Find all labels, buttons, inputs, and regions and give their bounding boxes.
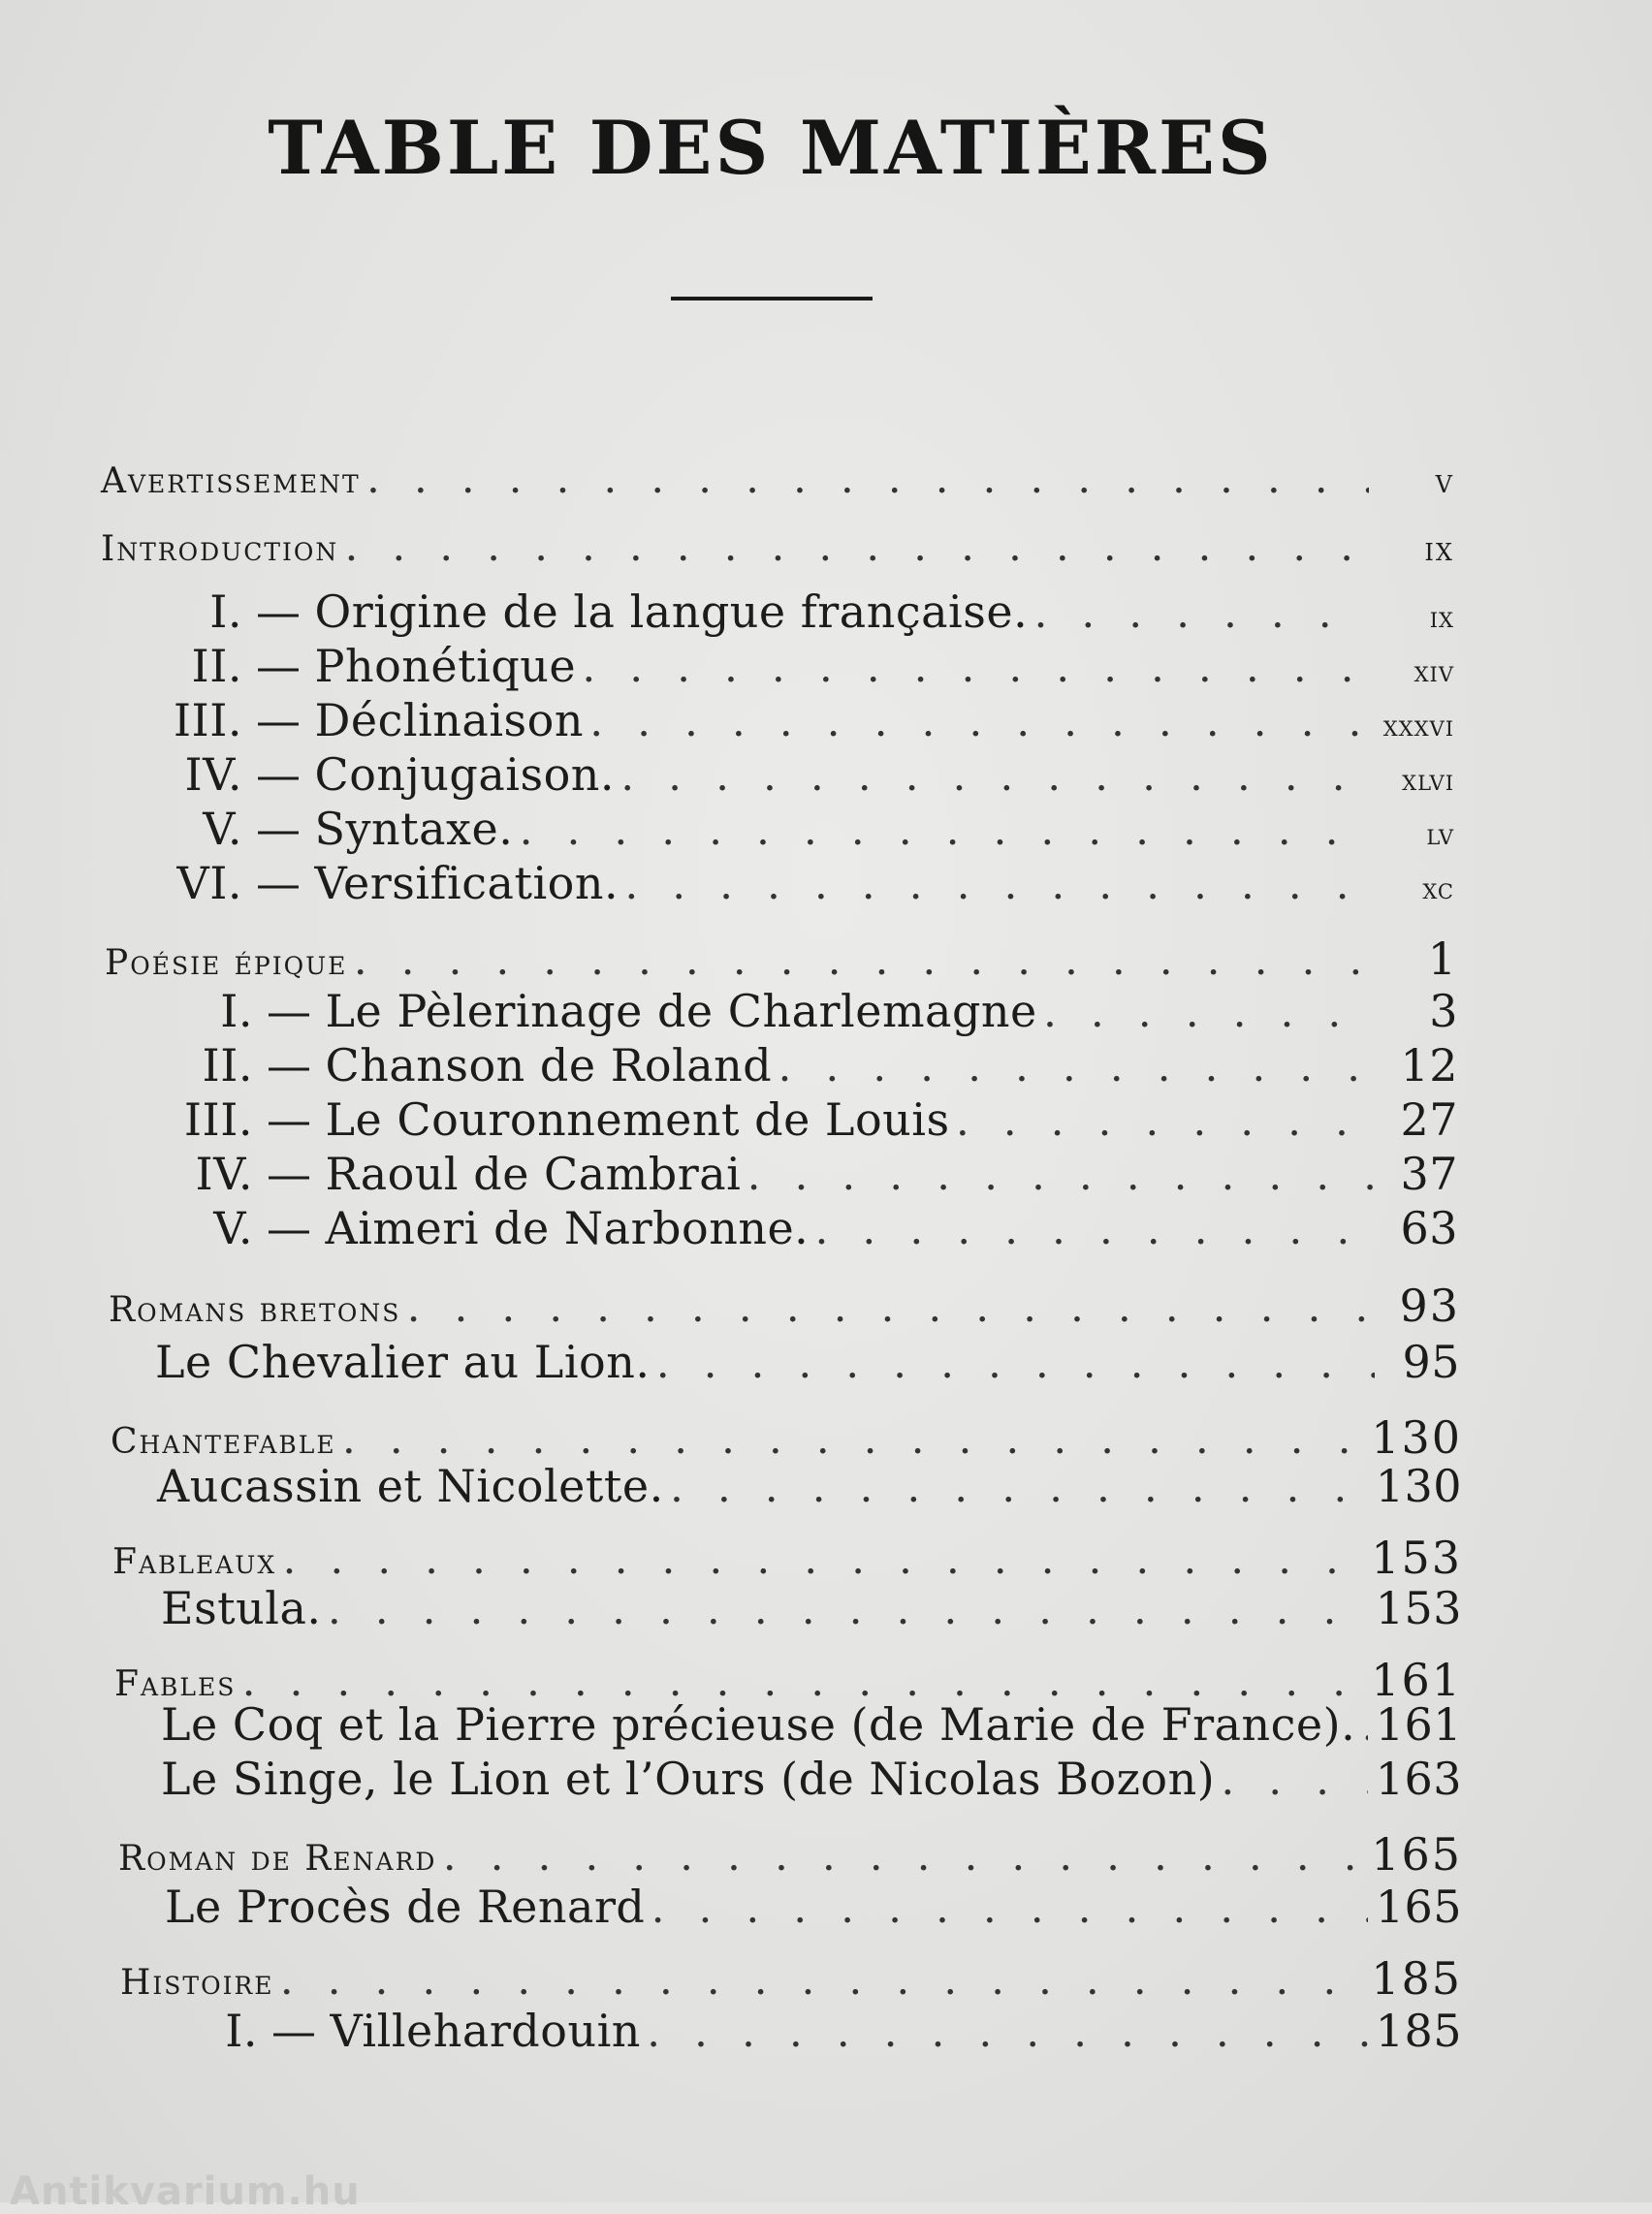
entry-label: Conjugaison. bbox=[314, 748, 616, 801]
toc-entry[interactable] bbox=[155, 1336, 1460, 1388]
page-number: ix bbox=[1424, 530, 1454, 569]
toc-entry[interactable] bbox=[165, 694, 1454, 746]
em-dash: — bbox=[267, 1148, 312, 1200]
section-title bbox=[101, 529, 338, 569]
em-dash: — bbox=[271, 2005, 317, 2057]
entry-label: Le Procès de Renard bbox=[165, 1881, 646, 1933]
section-label: Introduction bbox=[101, 529, 339, 569]
toc-entry[interactable] bbox=[184, 585, 1454, 638]
page-number: 185 bbox=[1375, 2005, 1462, 2057]
entry-label: Raoul de Cambrai bbox=[325, 1148, 742, 1200]
entry-title bbox=[184, 640, 576, 692]
dot-leader bbox=[958, 1109, 1373, 1143]
entry-title bbox=[165, 694, 584, 746]
chapter-number: II. bbox=[191, 640, 242, 692]
chapter-number: I. bbox=[220, 985, 253, 1037]
entry-title bbox=[175, 857, 619, 909]
page-title: TABLE DES MATIÈRES bbox=[268, 105, 1274, 191]
page-number: 153 bbox=[1371, 1532, 1462, 1584]
entry-title bbox=[155, 1336, 650, 1388]
entry-title bbox=[175, 748, 615, 801]
dot-leader bbox=[1035, 601, 1369, 635]
entry-label: Le Pèlerinage de Charlemagne bbox=[325, 985, 1037, 1037]
dot-leader bbox=[816, 1218, 1373, 1251]
toc-entry[interactable] bbox=[165, 1881, 1462, 1933]
entry-title bbox=[194, 803, 513, 855]
chapter-number: III. bbox=[173, 694, 242, 746]
entry-title bbox=[161, 1698, 1355, 1751]
dot-leader bbox=[672, 1475, 1368, 1509]
em-dash: — bbox=[267, 1039, 312, 1091]
entry-label: Le Coq et la Pierre précieuse (de Marie de France). bbox=[161, 1698, 1356, 1751]
dot-leader bbox=[1363, 1714, 1367, 1748]
entry-label: Estula. bbox=[161, 1582, 322, 1634]
page-number: 95 bbox=[1402, 1336, 1460, 1388]
dot-leader bbox=[368, 466, 1369, 500]
page-number: 93 bbox=[1399, 1280, 1460, 1332]
entry-label: Syntaxe. bbox=[314, 803, 514, 855]
em-dash: — bbox=[256, 857, 302, 909]
dot-leader bbox=[591, 710, 1369, 743]
section-label: Roman de Renard bbox=[118, 1839, 437, 1879]
toc-section[interactable] bbox=[112, 1532, 1462, 1584]
dot-leader bbox=[355, 948, 1373, 982]
page-number: 153 bbox=[1375, 1582, 1462, 1634]
page-number: v bbox=[1435, 462, 1454, 501]
dot-leader bbox=[346, 534, 1369, 568]
page-number: 165 bbox=[1371, 1828, 1462, 1881]
page-number: 27 bbox=[1400, 1093, 1458, 1146]
entry-title bbox=[161, 1582, 322, 1634]
entry-label: Déclinaison bbox=[314, 694, 584, 746]
entry-title bbox=[184, 585, 1028, 638]
entry-label: Chanson de Roland bbox=[325, 1039, 773, 1091]
em-dash: — bbox=[267, 1093, 312, 1146]
em-dash: — bbox=[256, 694, 302, 746]
dot-leader bbox=[584, 655, 1369, 689]
toc-section[interactable] bbox=[105, 933, 1458, 985]
dot-leader bbox=[330, 1597, 1368, 1631]
dot-leader bbox=[748, 1163, 1373, 1197]
entry-title bbox=[202, 1202, 809, 1254]
page-number: lv bbox=[1426, 818, 1454, 852]
section-title bbox=[109, 1290, 400, 1330]
page-number: 161 bbox=[1371, 1654, 1462, 1706]
entry-title bbox=[180, 1093, 950, 1146]
chapter-number: IV. bbox=[184, 748, 242, 801]
em-dash: — bbox=[256, 585, 302, 638]
em-dash: — bbox=[267, 1202, 312, 1254]
dot-leader bbox=[622, 764, 1369, 798]
toc-entry[interactable] bbox=[184, 640, 1454, 692]
entry-label: Origine de la langue française. bbox=[314, 585, 1029, 638]
page-number: 1 bbox=[1427, 933, 1458, 985]
chapter-number: V. bbox=[213, 1202, 253, 1254]
page-number: 3 bbox=[1429, 985, 1458, 1037]
em-dash: — bbox=[267, 985, 312, 1037]
em-dash: — bbox=[256, 640, 302, 692]
dot-leader bbox=[1223, 1768, 1368, 1802]
toc-entry[interactable] bbox=[194, 803, 1454, 855]
toc-entry[interactable] bbox=[199, 985, 1458, 1037]
page-number: xlvi bbox=[1402, 764, 1454, 798]
dot-leader bbox=[657, 1351, 1375, 1385]
dot-leader bbox=[652, 1896, 1367, 1930]
section-label: Fableaux bbox=[112, 1542, 277, 1582]
watermark: Antikvarium.hu bbox=[10, 2169, 361, 2214]
page-number: 165 bbox=[1375, 1881, 1462, 1933]
page-number: 63 bbox=[1400, 1202, 1458, 1254]
em-dash: — bbox=[256, 748, 302, 801]
section-title bbox=[101, 461, 361, 501]
toc-section[interactable] bbox=[118, 1828, 1462, 1881]
section-title bbox=[105, 943, 347, 983]
section-title bbox=[111, 1422, 336, 1462]
entry-title bbox=[157, 1460, 664, 1512]
dot-leader bbox=[284, 1547, 1363, 1581]
toc-entry[interactable] bbox=[190, 1039, 1458, 1091]
em-dash: — bbox=[256, 803, 302, 855]
dot-leader bbox=[1045, 1000, 1373, 1034]
toc-section[interactable] bbox=[101, 461, 1454, 501]
page-number: 163 bbox=[1375, 1753, 1462, 1805]
dot-leader bbox=[408, 1295, 1375, 1329]
section-label: Fables bbox=[114, 1664, 237, 1704]
page-number: xxxvi bbox=[1382, 710, 1454, 743]
toc-entry[interactable] bbox=[161, 1698, 1462, 1751]
dot-leader bbox=[779, 1055, 1373, 1089]
section-label: Poésie épique bbox=[105, 943, 348, 983]
toc-entry[interactable] bbox=[180, 1093, 1458, 1146]
section-label: Avertissement bbox=[101, 461, 361, 501]
section-title bbox=[120, 1963, 274, 2003]
page-number: 37 bbox=[1400, 1148, 1458, 1200]
entry-title bbox=[199, 985, 1037, 1037]
dot-leader bbox=[282, 1968, 1364, 2002]
title-rule bbox=[671, 297, 873, 300]
page-number: 130 bbox=[1375, 1460, 1462, 1512]
page-number: 12 bbox=[1400, 1039, 1458, 1091]
toc-entry[interactable] bbox=[157, 1460, 1462, 1512]
page-number: xiv bbox=[1414, 655, 1454, 689]
chapter-number: I. bbox=[225, 2005, 258, 2057]
page-number: 185 bbox=[1371, 1952, 1462, 2005]
toc-section[interactable] bbox=[101, 529, 1454, 569]
page-number: xc bbox=[1422, 872, 1454, 906]
entry-label: Versification. bbox=[314, 857, 620, 909]
dot-leader bbox=[344, 1427, 1364, 1461]
section-title bbox=[118, 1839, 436, 1879]
section-label: Histoire bbox=[120, 1963, 274, 2003]
chapter-number: V. bbox=[203, 803, 242, 855]
entry-label: Le Couronnement de Louis bbox=[325, 1093, 950, 1146]
page-number: ix bbox=[1429, 601, 1454, 635]
dot-leader bbox=[626, 872, 1369, 906]
entry-title bbox=[165, 1881, 645, 1933]
section-title bbox=[112, 1542, 276, 1582]
dot-leader bbox=[444, 1844, 1363, 1878]
toc-entry[interactable] bbox=[161, 1753, 1462, 1805]
dot-leader bbox=[649, 2020, 1368, 2054]
toc-entry[interactable] bbox=[175, 857, 1454, 909]
toc-section[interactable] bbox=[111, 1411, 1462, 1464]
section-label: Romans bretons bbox=[109, 1290, 401, 1330]
page-number: 161 bbox=[1375, 1698, 1462, 1751]
chapter-number: I. bbox=[209, 585, 242, 638]
page-number: 130 bbox=[1371, 1411, 1462, 1464]
entry-title bbox=[161, 1753, 1215, 1805]
entry-title bbox=[184, 1148, 741, 1200]
toc-entry[interactable] bbox=[161, 1582, 1462, 1634]
toc-entry[interactable] bbox=[202, 1202, 1458, 1254]
chapter-number: IV. bbox=[195, 1148, 253, 1200]
section-label: Chantefable bbox=[111, 1422, 336, 1462]
entry-label: Villehardouin bbox=[330, 2005, 641, 2057]
entry-label: Aucassin et Nicolette. bbox=[157, 1460, 664, 1512]
toc-section[interactable] bbox=[109, 1280, 1460, 1332]
chapter-number: VI. bbox=[176, 857, 242, 909]
entry-label: Le Singe, le Lion et l’Ours (de Nicolas Bozon) bbox=[161, 1753, 1216, 1805]
entry-label: Aimeri de Narbonne. bbox=[325, 1202, 810, 1254]
entry-label: Le Chevalier au Lion. bbox=[155, 1336, 651, 1388]
toc-entry[interactable] bbox=[175, 748, 1454, 801]
chapter-number: II. bbox=[202, 1039, 253, 1091]
entry-label: Phonétique bbox=[314, 640, 577, 692]
chapter-number: III. bbox=[183, 1093, 253, 1146]
toc-entry[interactable] bbox=[184, 1148, 1458, 1200]
toc-section[interactable] bbox=[120, 1952, 1462, 2005]
toc-entry[interactable] bbox=[225, 2005, 1462, 2057]
entry-title bbox=[225, 2005, 641, 2057]
dot-leader bbox=[521, 818, 1369, 852]
entry-title bbox=[190, 1039, 772, 1091]
